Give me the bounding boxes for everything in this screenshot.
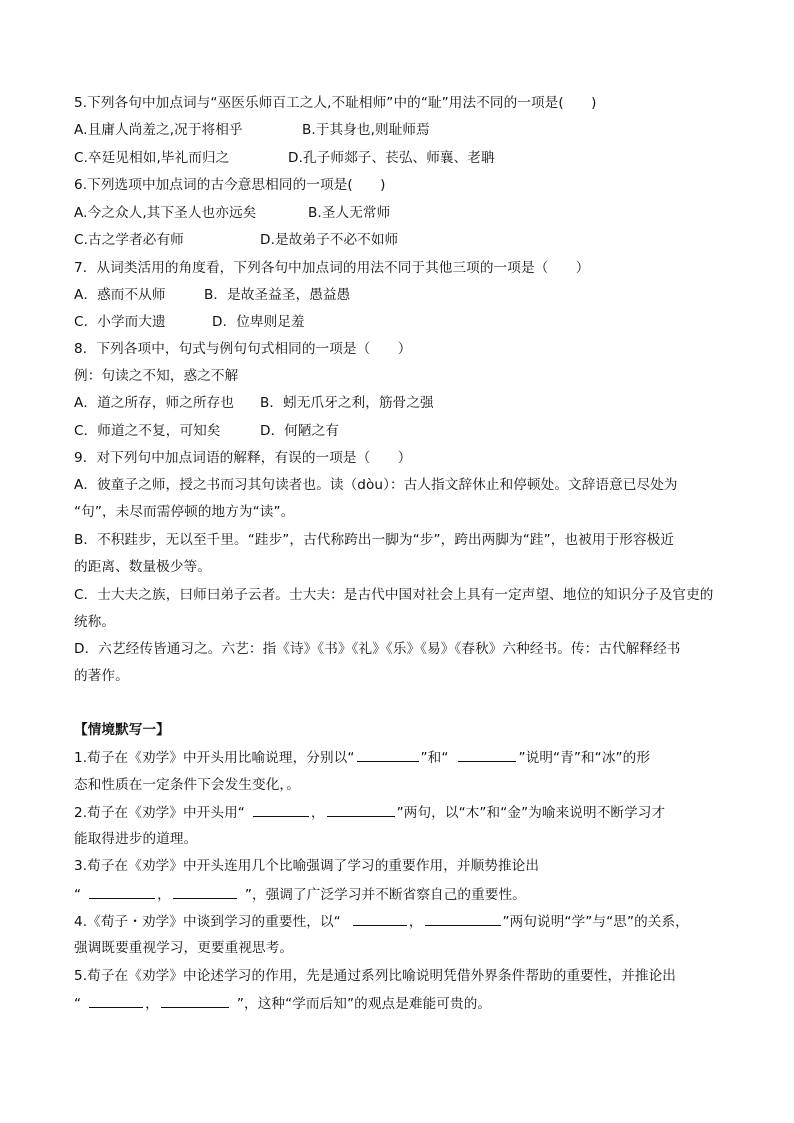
item5-text-1: “ <box>74 996 82 1012</box>
q5-stem: 5.下列各句中加点词与“巫医乐师百工之人,不耻相师”中的“耻”用法不同的一项是( ) <box>74 95 597 111</box>
q5-option-a: A.且庸人尚羞之,况于将相乎 <box>74 122 243 138</box>
recitation-item-4-line2: 强调既要重视学习，更要重视思考。 <box>74 940 294 956</box>
q9-option-a-line2: “句”，未尽而需停顿的地方为“读”。 <box>74 504 295 520</box>
item1-text-1: 1.荀子在《劝学》中开头用比喻说理，分别以“ <box>74 750 355 766</box>
q7-stem: 7．从词类活用的角度看，下列各句中加点词的用法不同于其他三项的一项是（ ） <box>74 260 590 276</box>
q9-option-c-line1: C．士大夫之族，曰师曰弟子云者。士大夫：是古代中国对社会上具有一定声望、地位的知识分子及官吏的 <box>74 587 714 603</box>
q8-stem: 8．下列各项中，句式与例句句式相同的一项是（ ） <box>74 341 412 357</box>
item5-blank-2[interactable] <box>161 993 229 1008</box>
item4-text-3: ”两句说明“学”与“思”的关系， <box>502 914 689 930</box>
q6-option-b: B.圣人无常师 <box>308 205 391 221</box>
q9-option-d-line1: D．六艺经传皆通习之。六艺：指《诗》《书》《礼》《乐》《易》《春秋》六种经书。传：古代解释经书 <box>74 641 681 657</box>
q7-option-a: A．惑而不从师 <box>74 287 166 303</box>
q6-option-c: C.古之学者必有师 <box>74 232 184 248</box>
item3-text-1: “ <box>74 887 82 903</box>
item5-blank-1[interactable] <box>89 993 143 1008</box>
q6-option-d: D.是故弟子不必不如师 <box>260 232 399 248</box>
item5-text-2: ， <box>145 996 159 1012</box>
q7-option-c: C．小学而大遗 <box>74 314 166 330</box>
q5-option-b: B.于其身也,则耻师焉 <box>302 122 430 138</box>
q6-stem: 6.下列选项中加点词的古今意思相同的一项是( ) <box>74 177 386 193</box>
item4-blank-1[interactable] <box>353 911 407 926</box>
q9-option-c-line2: 统称。 <box>74 614 116 630</box>
item2-text-1: 2.荀子在《劝学》中开头用“ <box>74 805 245 821</box>
recitation-item-5-line1: 5.荀子在《劝学》中论述学习的作用，先是通过系列比喻说明凭借外界条件帮助的重要性，并推论出 <box>74 968 676 984</box>
item2-blank-1[interactable] <box>253 802 309 817</box>
recitation-item-3-line1: 3.荀子在《劝学》中开头连用几个比喻强调了学习的重要作用，并顺势推论出 <box>74 858 540 874</box>
item1-blank-2[interactable] <box>458 747 516 762</box>
q5-option-d: D.孔子师郯子、苌弘、师襄、老聃 <box>288 150 495 166</box>
recitation-item-3-line2 <box>74 884 526 905</box>
q7-option-d: D．位卑则足羞 <box>212 314 305 330</box>
item4-text-2: ， <box>408 914 423 930</box>
q9-option-a-line1: A．彼童子之师，授之书而习其句读者也。读（dòu）：古人指文辞休止和停顿处。文辞语意已尽处为 <box>74 477 678 493</box>
recitation-item-5-line2 <box>74 993 491 1014</box>
q5-option-c: C.卒廷见相如,毕礼而归之 <box>74 150 230 166</box>
item4-blank-2[interactable] <box>425 911 501 926</box>
q8-option-d: D．何陋之有 <box>260 423 340 439</box>
item2-text-2: ， <box>310 805 325 821</box>
item1-text-3: ”说明“青”和“冰”的形 <box>518 750 651 766</box>
q9-option-b-line1: B．不积跬步，无以至千里。“跬步”，古代称跨出一脚为“步”，跨出两脚为“跬”，也被用于形容极近 <box>74 532 675 548</box>
q9-option-b-line2: 的距离、数量极少等。 <box>74 559 211 575</box>
item3-text-2: ， <box>157 887 171 903</box>
item5-text-3: ”，这种“学而后知”的观点是难能可贵的。 <box>236 996 492 1012</box>
q9-stem: 9．对下列句中加点词语的解释，有误的一项是（ ） <box>74 450 412 466</box>
q8-option-b: B．蚓无爪牙之利，筋骨之强 <box>260 395 434 411</box>
recitation-item-2-line1 <box>74 802 665 823</box>
recitation-item-1-line1 <box>74 747 650 768</box>
section-heading: 【情境默写一】 <box>74 722 170 738</box>
q7-option-b: B．是故圣益圣，愚益愚 <box>204 287 351 303</box>
item1-blank-1[interactable] <box>357 747 419 762</box>
q8-example: 例：句读之不知，惑之不解 <box>74 368 239 384</box>
q9-option-d-line2: 的著作。 <box>74 668 129 684</box>
item4-text-1: 4.《荀子・劝学》中谈到学习的重要性，以“ <box>74 914 341 930</box>
recitation-item-2-line2: 能取得进步的道理。 <box>74 831 198 847</box>
item3-text-3: ”，强调了广泛学习并不断省察自己的重要性。 <box>244 887 526 903</box>
item3-blank-1[interactable] <box>89 884 155 899</box>
q8-option-c: C．师道之不复，可知矣 <box>74 423 221 439</box>
item2-text-3: ”两句，以“木”和“金”为喻来说明不断学习才 <box>396 805 666 821</box>
item2-blank-2[interactable] <box>327 802 395 817</box>
recitation-item-4-line1 <box>74 911 689 932</box>
item3-blank-2[interactable] <box>173 884 237 899</box>
q8-option-a: A．道之所存，师之所存也 <box>74 395 235 411</box>
recitation-item-1-line2: 态和性质在一定条件下会发生变化，。 <box>74 777 300 793</box>
q6-option-a: A.今之众人,其下圣人也亦远矣 <box>74 205 257 221</box>
item1-text-2: ”和“ <box>420 750 449 766</box>
